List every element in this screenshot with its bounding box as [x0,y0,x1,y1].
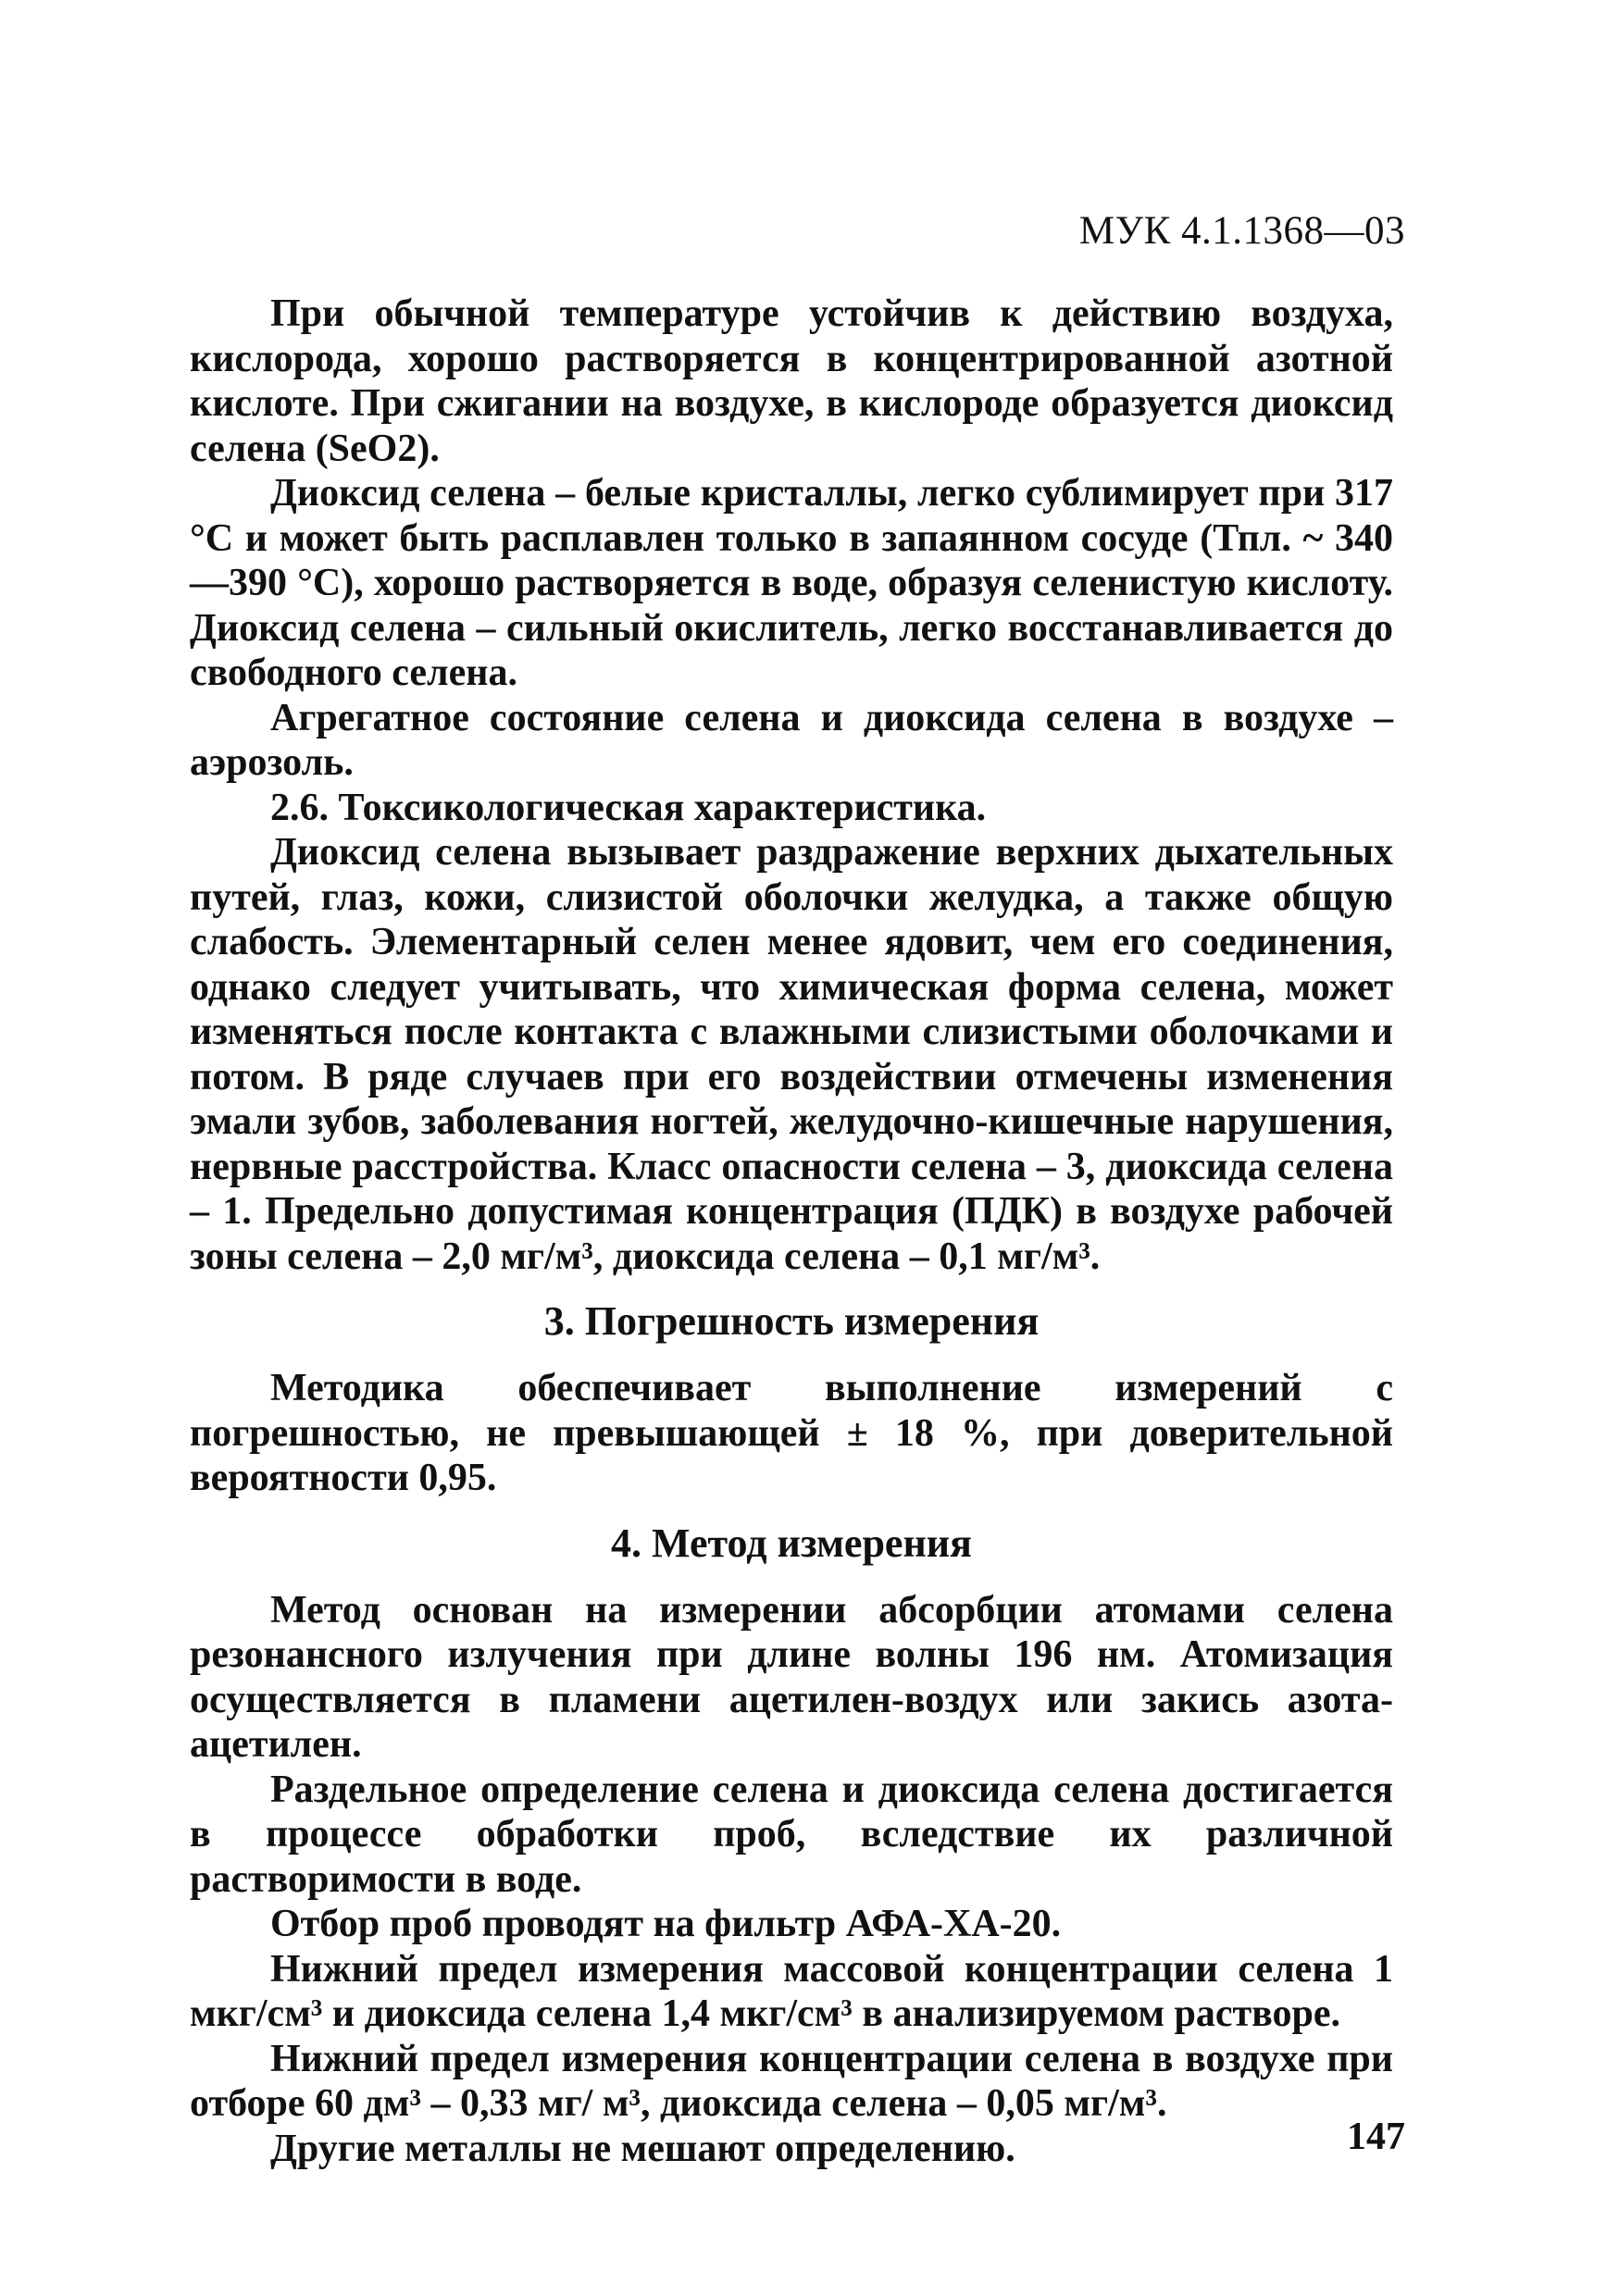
paragraph: Отбор проб проводят на фильтр АФА-ХА-20. [270,1903,1062,1945]
paragraph: Диоксид селена – белые кристаллы, легко сублимирует при 317 °С и может быть расплавлен только в запаянном сосуде (Тпл. ~ 340—390 °С), хорошо растворяется в воде, образуя селенистую кислоту. Диоксид селена – сильный окислитель, легко восстанавливается до свободного селена. [190,472,1393,694]
paragraph: Диоксид селена вызывает раздражение верхних дыхательных путей, глаз, кожи, слизистой оболочки желудка, а также общую слабость. Элементарный селен менее ядовит, чем его соединения, однако следует учитывать, что химическая форма селена, может изменяться после контакта с влажными слизистыми оболочками и потом. В ряде случаев при его воздействии отмечены изменения эмали зубов, заболевания ногтей, желудочно-кишечные нарушения, нервные расстройства. Класс опасности селена – 3, диоксида селена – 1. Предельно допустимая концентрация (ПДК) в воздухе рабочей зоны селена – 2,0 мг/м³, диоксида селена – 0,1 мг/м³. [190,831,1393,1278]
document-code-header: МУК 4.1.1368—03 [1078,209,1405,253]
paragraph: Агрегатное состояние селена и диоксида селена в воздухе – аэрозоль. [190,696,1393,784]
paragraph: При обычной температуре устойчив к действию воздуха, кислорода, хорошо растворяется в концентрированной азотной кислоте. При сжигании на воздухе, в кислороде образуется диоксид селена (SeO2). [190,292,1393,470]
paragraph: Метод основан на измерении абсорбции атомами селена резонансного излучения при длине волны 196 нм. Атомизация осуществляется в пламени ацетилен-воздух или закись азота-ацетилен. [190,1588,1393,1766]
paragraph: Нижний предел измерения концентрации селена в воздухе при отборе 60 дм³ – 0,33 мг/ м³, диоксида селена – 0,05 мг/м³. [190,2037,1393,2125]
paragraph: Методика обеспечивает выполнение измерений с погрешностью, не превышающей ± 18 %, при доверительной вероятности 0,95. [190,1367,1393,1499]
document-body [190,292,1393,2171]
paragraph: Раздельное определение селена и диоксида селена достигается в процессе обработки проб, вследствие их различной растворимости в воде. [190,1768,1393,1901]
section-3-title: 3. Погрешность измерения [543,1298,1040,1344]
section-4-title: 4. Метод измерения [611,1520,972,1566]
paragraph: Другие металлы не мешают определению. [270,2127,1015,2170]
subsection-heading: 2.6. Токсикологическая характеристика. [270,786,987,829]
paragraph: Нижний предел измерения массовой концентрации селена 1 мкг/см³ и диоксида селена 1,4 мкг/см³ в анализируемом растворе. [190,1947,1393,2035]
page-number: 147 [1347,2116,1405,2158]
